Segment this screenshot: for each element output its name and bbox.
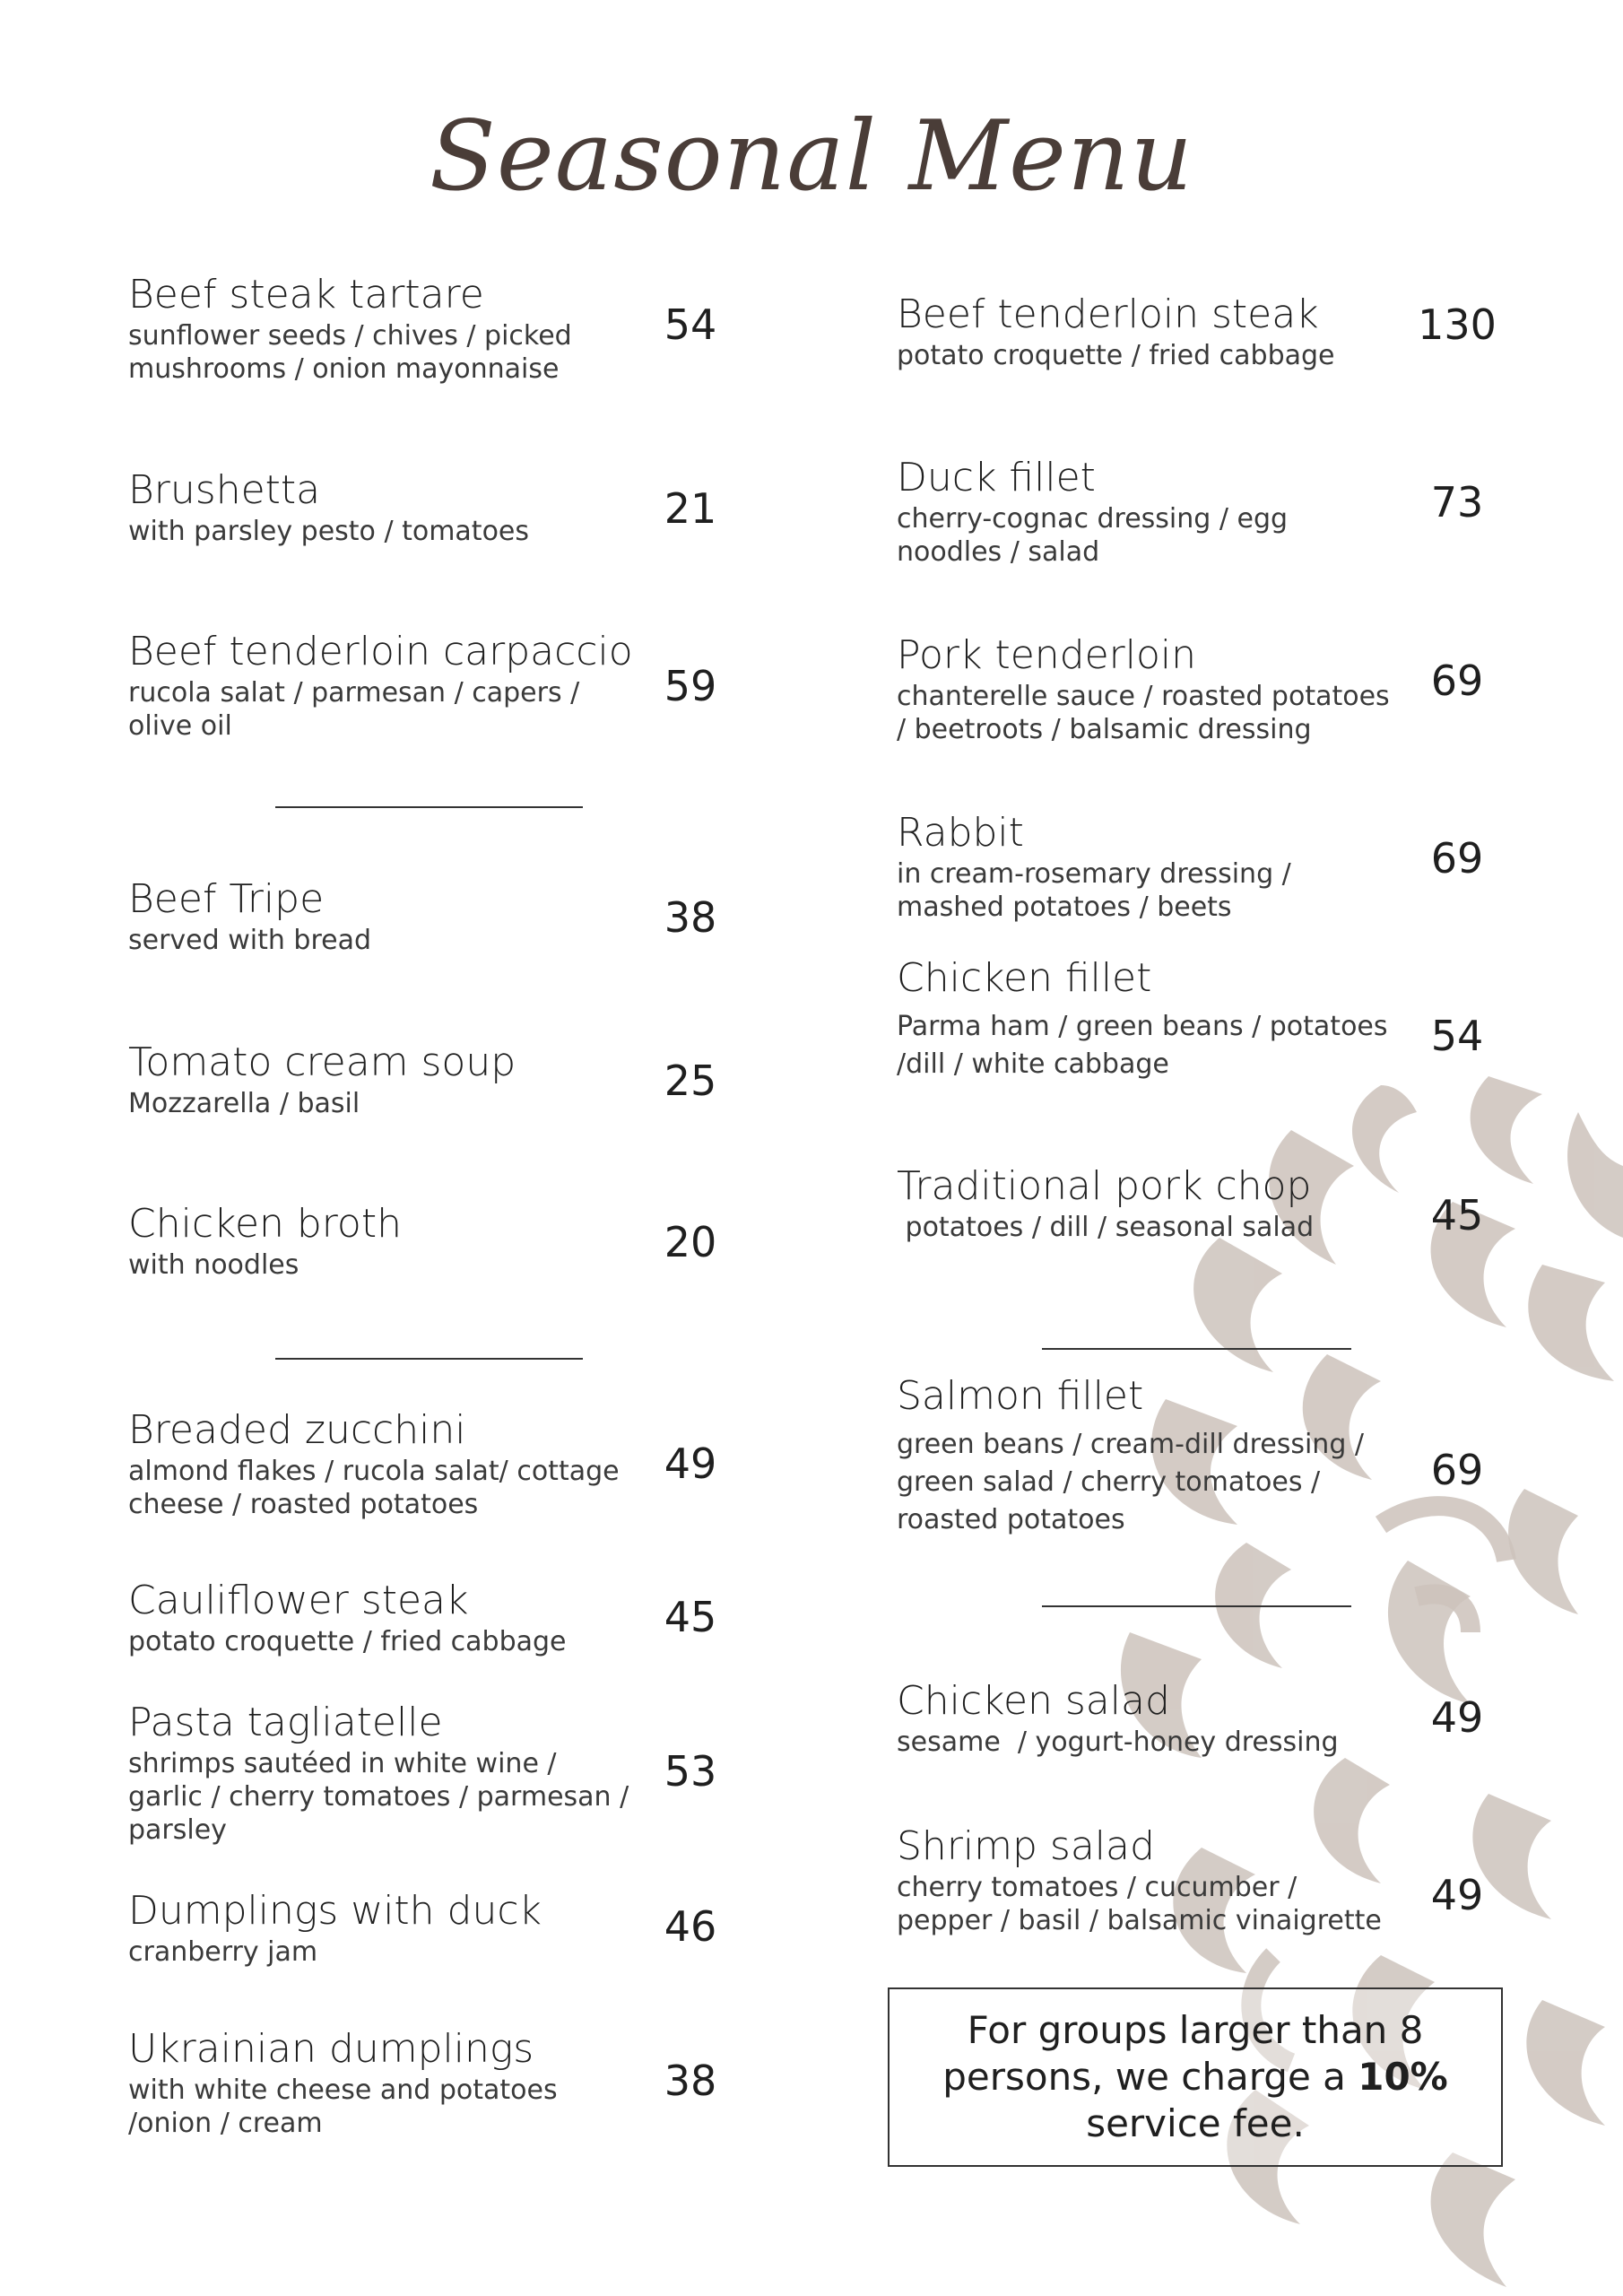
item-name: Beef tenderloin carpaccio bbox=[128, 629, 633, 674]
menu-item bbox=[897, 809, 1399, 924]
menu-item bbox=[128, 1577, 630, 1658]
item-price: 20 bbox=[664, 1218, 717, 1266]
item-price: 21 bbox=[664, 484, 717, 533]
item-description: cranberry jam bbox=[128, 1936, 318, 1968]
item-description: with white cheese and potatoes /onion / cream bbox=[128, 2074, 558, 2139]
item-description: potatoes / dill / seasonal salad bbox=[897, 1212, 1315, 1243]
menu-item bbox=[897, 954, 1399, 1083]
item-name: Tomato cream soup bbox=[128, 1039, 516, 1085]
item-name: Beef Tripe bbox=[128, 876, 325, 922]
group-service-fee-notice bbox=[888, 1987, 1503, 2167]
section-divider bbox=[275, 1358, 583, 1360]
menu-item bbox=[128, 628, 633, 743]
item-price: 45 bbox=[1430, 1191, 1484, 1239]
menu-item bbox=[128, 1699, 630, 1847]
item-price: 69 bbox=[1430, 1446, 1484, 1494]
item-description: rucola salat / parmesan / capers / olive oil bbox=[128, 677, 580, 742]
item-description: sesame / yogurt-honey dressing bbox=[897, 1726, 1339, 1758]
notice-text bbox=[890, 2007, 1501, 2147]
item-price: 46 bbox=[664, 1902, 717, 1951]
menu-item bbox=[128, 1200, 630, 1282]
item-price: 73 bbox=[1430, 478, 1484, 526]
item-price: 54 bbox=[664, 300, 717, 349]
menu-item bbox=[897, 1372, 1399, 1539]
item-description: with parsley pesto / tomatoes bbox=[128, 516, 530, 547]
item-name: Beef tenderloin steak bbox=[897, 291, 1319, 337]
menu-item bbox=[128, 271, 630, 386]
item-name: Chicken broth bbox=[128, 1201, 402, 1247]
item-name: Breaded zucchini bbox=[128, 1407, 466, 1453]
item-description: sunflower seeds / chives / picked mushrooms / onion mayonnaise bbox=[128, 320, 572, 385]
item-name: Traditional pork chop bbox=[897, 1163, 1312, 1209]
item-description: potato croquette / fried cabbage bbox=[897, 340, 1335, 371]
item-description: served with bread bbox=[128, 925, 371, 956]
section-divider bbox=[1042, 1605, 1351, 1607]
item-price: 69 bbox=[1430, 657, 1484, 705]
menu-item bbox=[128, 1406, 630, 1521]
item-name: Shrimp salad bbox=[897, 1823, 1155, 1869]
notice-text-before: For groups larger than 8 persons, we charge a bbox=[942, 2008, 1424, 2099]
item-name: Brushetta bbox=[128, 467, 321, 513]
menu-item bbox=[897, 631, 1399, 746]
menu-item bbox=[128, 875, 630, 957]
item-name: Cauliflower steak bbox=[128, 1578, 469, 1623]
item-price: 53 bbox=[664, 1747, 717, 1796]
item-description: cherry tomatoes / cucumber / pepper / basil / balsamic vinaigrette bbox=[897, 1872, 1382, 1936]
item-price: 59 bbox=[664, 662, 717, 710]
item-price: 130 bbox=[1418, 300, 1497, 349]
item-price: 25 bbox=[664, 1057, 717, 1105]
item-price: 49 bbox=[1430, 1693, 1484, 1742]
item-name: Salmon fillet bbox=[897, 1373, 1144, 1419]
section-divider bbox=[275, 806, 583, 808]
item-name: Chicken salad bbox=[897, 1678, 1170, 1724]
item-description: chanterelle sauce / roasted potatoes / beetroots / balsamic dressing bbox=[897, 681, 1390, 745]
menu-item bbox=[897, 1677, 1399, 1759]
menu-item bbox=[128, 1887, 630, 1969]
menu-item bbox=[897, 291, 1399, 372]
item-price: 69 bbox=[1430, 834, 1484, 883]
item-price: 38 bbox=[664, 2057, 717, 2105]
notice-text-after: service fee. bbox=[1086, 2101, 1305, 2145]
item-name: Chicken fillet bbox=[897, 955, 1152, 1001]
section-divider bbox=[1042, 1348, 1351, 1350]
item-description: in cream-rosemary dressing / mashed potatoes / beets bbox=[897, 858, 1291, 923]
item-name: Rabbit bbox=[897, 810, 1024, 856]
item-description: green beans / cream-dill dressing / green salad / cherry tomatoes / roasted potatoes bbox=[897, 1429, 1365, 1535]
item-name: Pasta tagliatelle bbox=[128, 1700, 443, 1745]
item-name: Ukrainian dumplings bbox=[128, 2026, 534, 2072]
item-description: shrimps sautéed in white wine / garlic / cherry tomatoes / parmesan / parsley bbox=[128, 1748, 629, 1846]
menu-item bbox=[128, 1039, 630, 1120]
menu-item bbox=[897, 1162, 1399, 1244]
menu-item bbox=[897, 454, 1399, 569]
item-name: Duck fillet bbox=[897, 455, 1096, 500]
item-description: cherry-cognac dressing / egg noodles / salad bbox=[897, 503, 1289, 568]
item-description: Parma ham / green beans / potatoes /dill / white cabbage bbox=[897, 1011, 1388, 1080]
item-price: 54 bbox=[1430, 1012, 1484, 1060]
item-price: 49 bbox=[664, 1439, 717, 1488]
item-description: Mozzarella / basil bbox=[128, 1088, 360, 1119]
item-price: 38 bbox=[664, 893, 717, 942]
item-description: with noodles bbox=[128, 1249, 299, 1281]
item-price: 49 bbox=[1430, 1871, 1484, 1919]
menu-item bbox=[897, 1822, 1399, 1937]
item-name: Dumplings with duck bbox=[128, 1888, 542, 1934]
item-name: Beef steak tartare bbox=[128, 272, 484, 317]
item-name: Pork tenderloin bbox=[897, 632, 1196, 678]
notice-fee-percent: 10% bbox=[1358, 2055, 1448, 2099]
page-title: Seasonal Menu bbox=[429, 100, 1194, 213]
item-price: 45 bbox=[664, 1593, 717, 1641]
item-description: almond flakes / rucola salat/ cottage cheese / roasted potatoes bbox=[128, 1456, 620, 1520]
item-description: potato croquette / fried cabbage bbox=[128, 1626, 567, 1657]
menu-item bbox=[128, 466, 630, 548]
menu-item bbox=[128, 2025, 630, 2140]
